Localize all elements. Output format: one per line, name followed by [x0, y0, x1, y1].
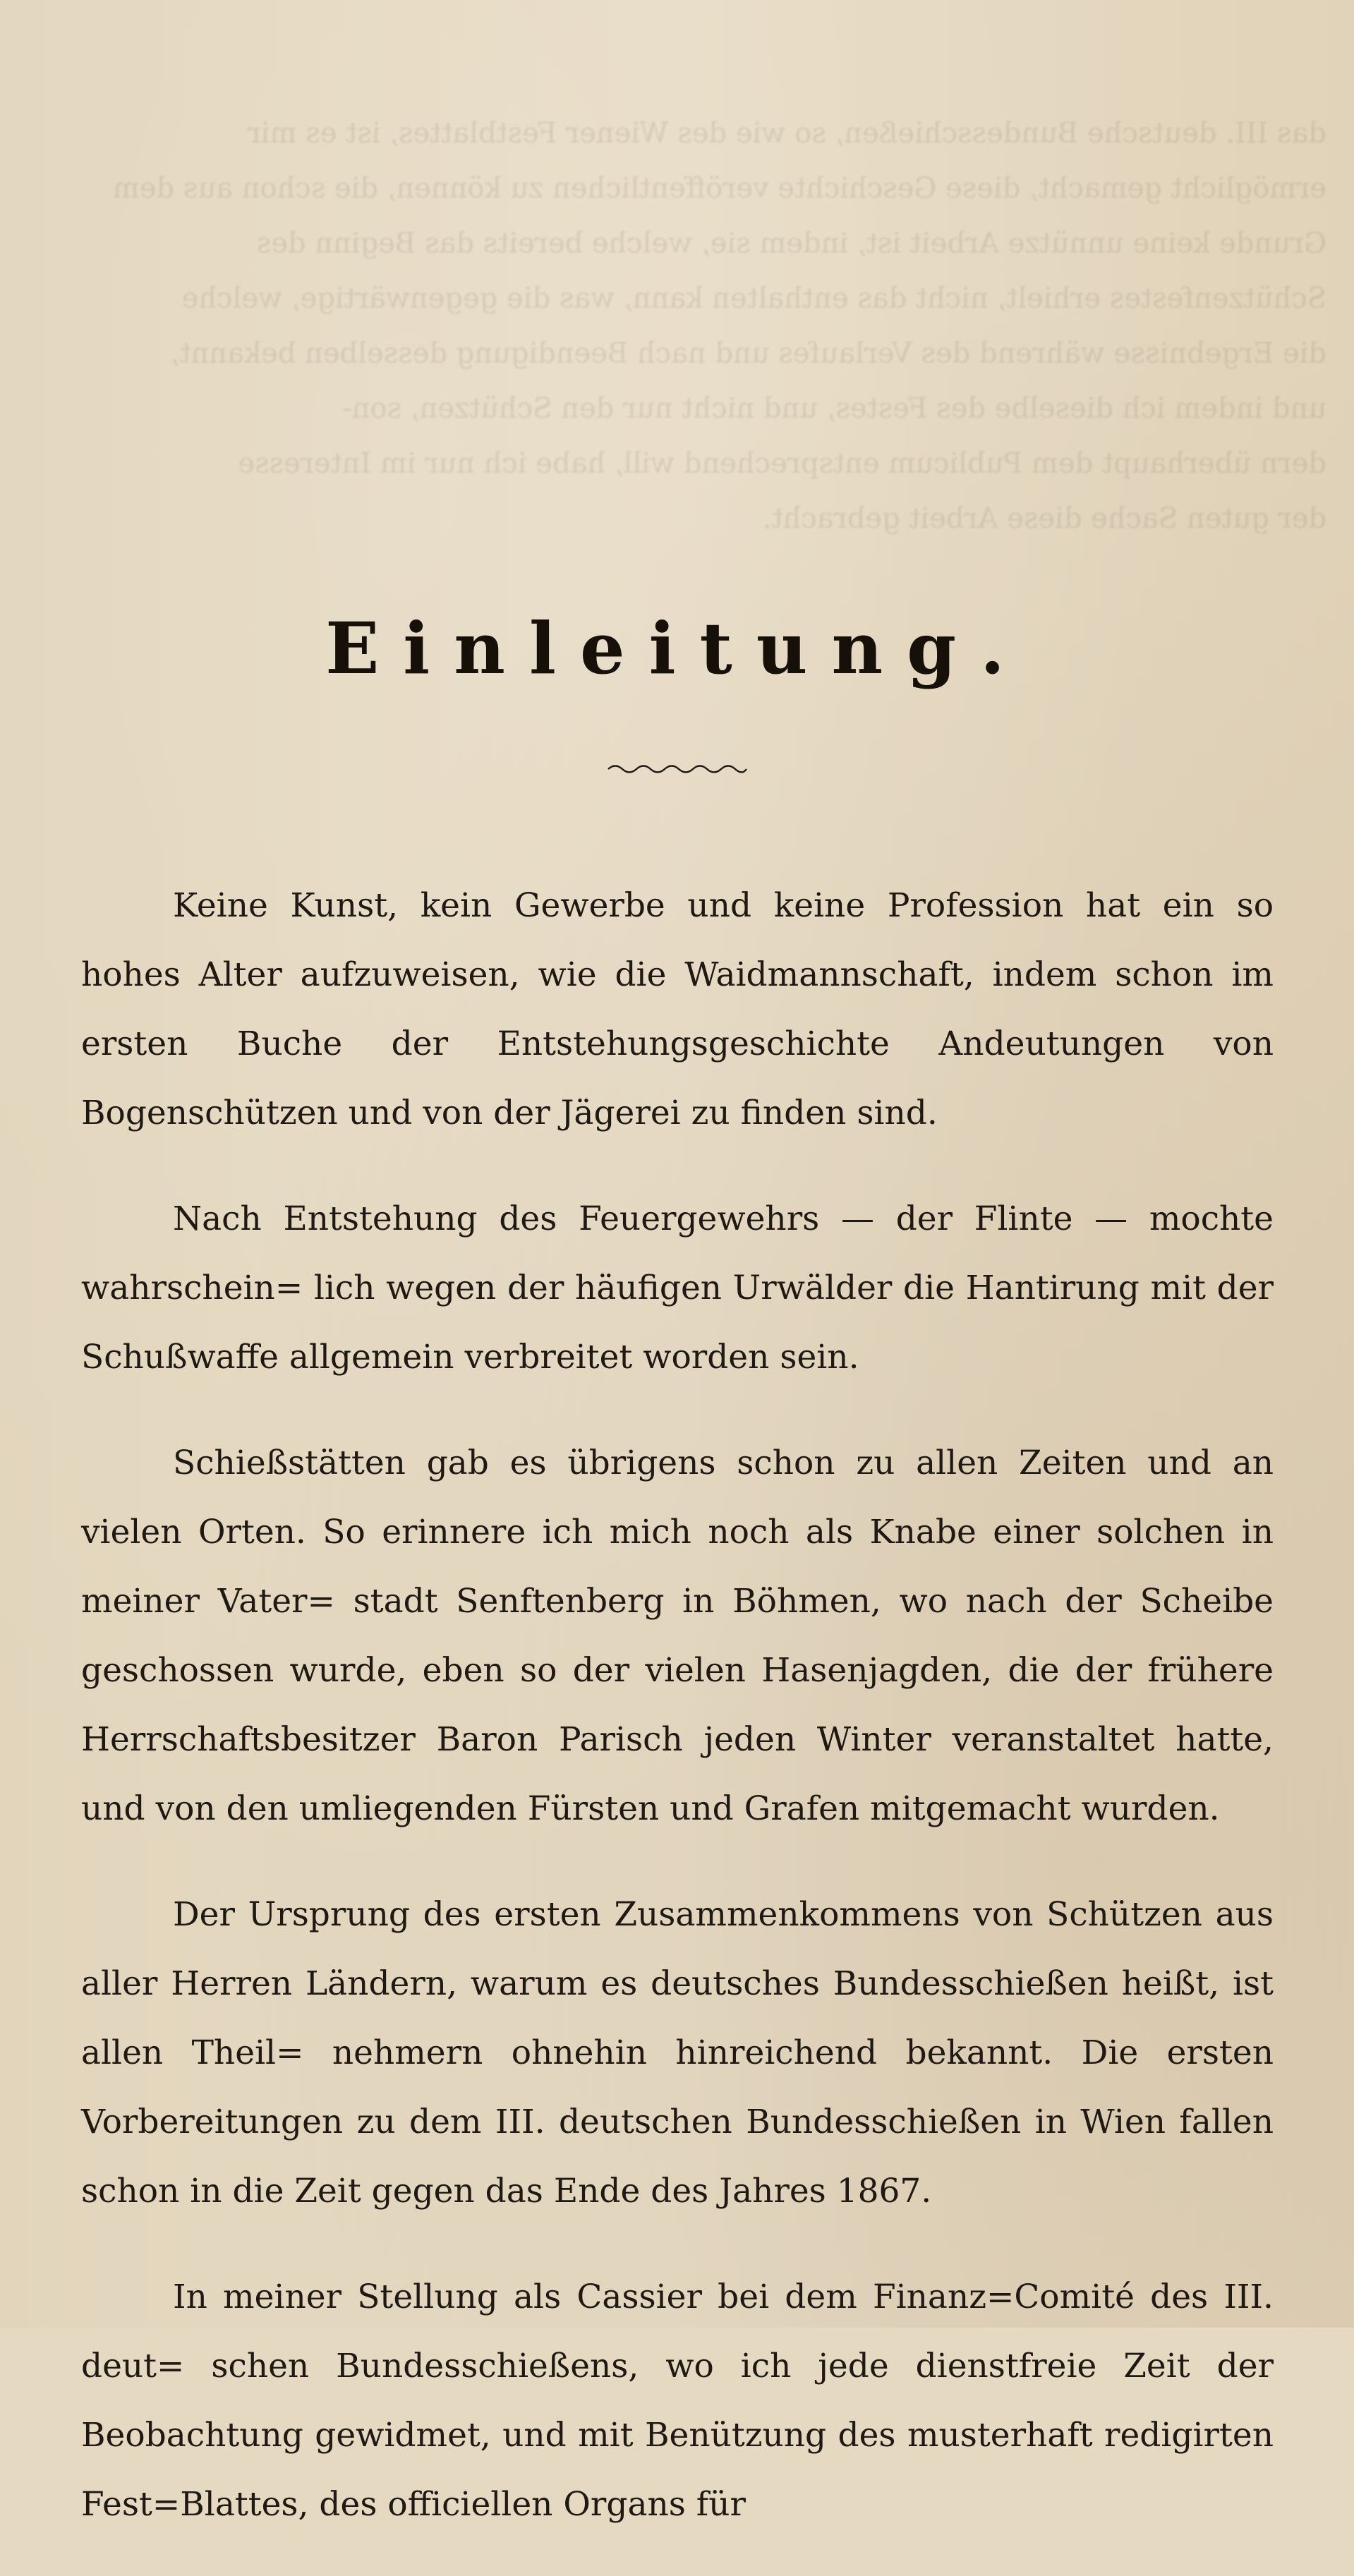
body-text [81, 871, 1274, 2576]
show-through-text: das III. deutsche Bundesschießen, so wie des Wiener Festblattes, ist es mir ermöglicht gemacht, diese Geschichte veröffentlichen zu können, die schon aus dem Grunde keine unnütze Arbeit ist, indem sie, welche bereits das Beginn des Schützenfestes erhielt, nicht das enthalten kann, was die gegenwärtige, welche die Ergebnisse während des Verlaufes und nach Beendigung desselben bekannt, und indem ich dieselbe des Festes, und nicht nur den Schützen, son- dern überhaupt dem Publicum entsprechend will, habe ich nur im Interesse der guten Sache diese Arbeit gebracht. [112, 117, 1326, 535]
chapter-title: Einleitung. [325, 607, 1029, 690]
paragraph: Keine Kunst, kein Gewerbe und keine Profession hat ein so hohes Alter aufzuweisen, wie die Waidmannschaft, indem schon im ersten Buche der Entstehungsgeschichte Andeutungen von Bogenschützen und von der Jägerei zu finden sind. [81, 886, 1274, 1132]
paragraph: In meiner Stellung als Cassier bei dem Finanz=Comité des III. deut= schen Bundesschießens, wo ich jede dienstfreie Zeit der Beobachtung gewidmet, und mit Benützung des musterhaft redigirten Fest=Blattes, des officiellen Organs für [81, 2278, 1274, 2524]
paragraph: Nach Entstehung des Feuergewehrs — der Flinte — mochte wahrschein= lich wegen der häufigen Urwälder die Hantirung mit der Schußwaffe allgemein verbreitet worden sein. [81, 1199, 1274, 1377]
title-ornament [607, 758, 748, 780]
paragraph: Schießstätten gab es übrigens schon zu allen Zeiten und an vielen Orten. So erinnere ich mich noch als Knabe einer solchen in meiner Vater= stadt Senftenberg in Böhmen, wo nach der Scheibe geschossen wurde, eben so der vielen Hasenjagden, die der frühere Herrschaftsbesitzer Baron Parisch jeden Winter veranstaltet hatte, und von den umliegenden Fürsten und Grafen mitgemacht wurden. [81, 1444, 1274, 1828]
paragraph: Der Ursprung des ersten Zusammenkommens von Schützen aus aller Herren Ländern, warum es deutsches Bundesschießen heißt, ist allen Theil= nehmern ohnehin hinreichend bekannt. Die ersten Vorbereitungen zu dem III. deutschen Bundesschießen in Wien fallen schon in die Zeit gegen das Ende des Jahres 1867. [81, 1895, 1274, 2211]
